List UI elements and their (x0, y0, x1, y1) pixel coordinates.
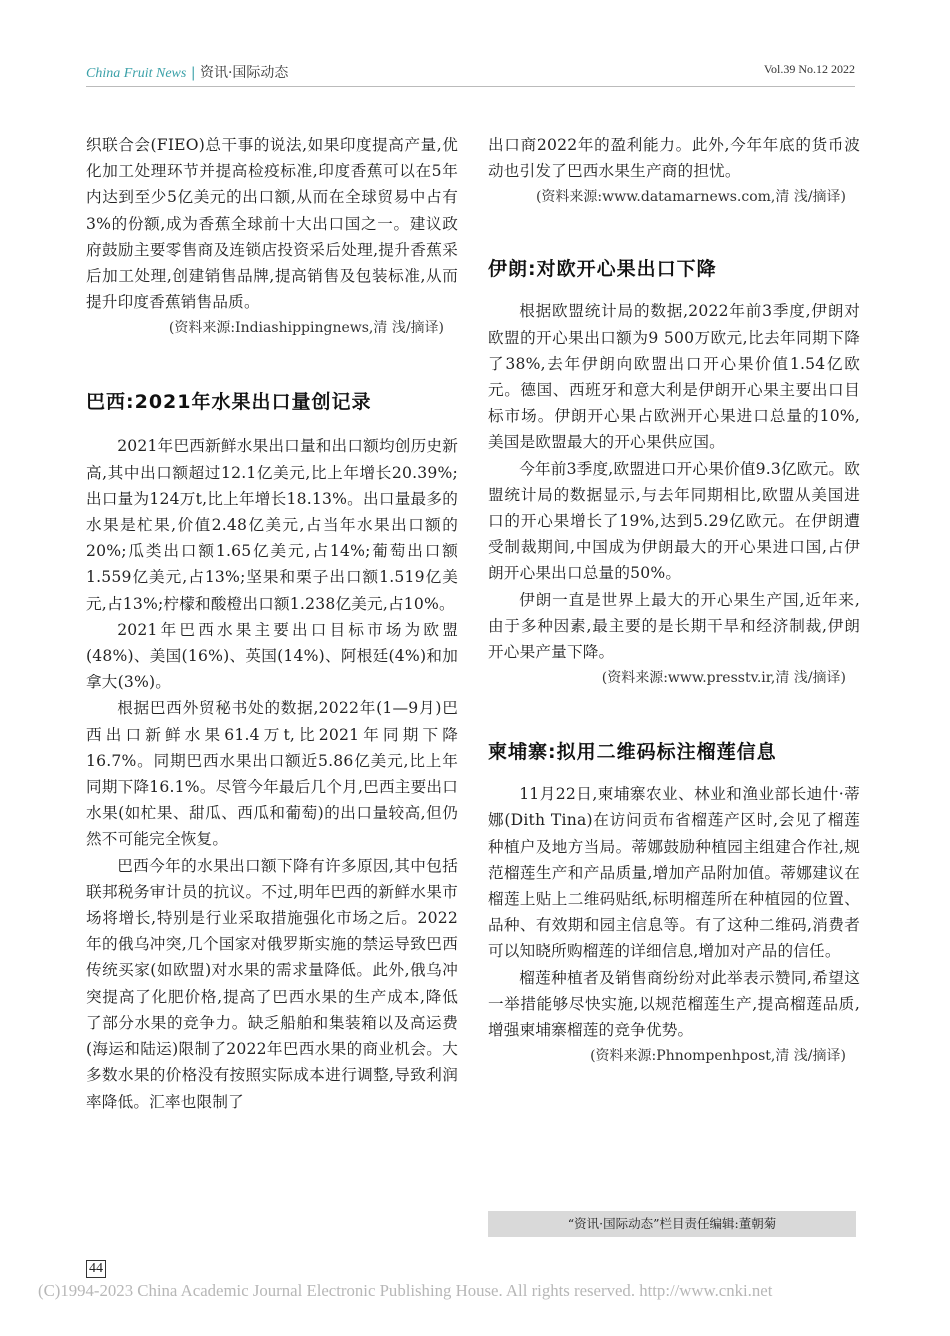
intro-source: (资料来源:Indiashippingnews,清 浅/摘译) (168, 320, 444, 337)
header-rule (86, 86, 855, 87)
spacer (86, 417, 458, 433)
spacer (488, 767, 860, 781)
spacer (86, 341, 458, 387)
spacer (488, 284, 860, 298)
iran-title: 伊朗:对欧开心果出口下降 (488, 258, 717, 281)
cambodia-source: (资料来源:Phnompenhpost,清 浅/摘译) (590, 1048, 846, 1065)
header-left (86, 62, 288, 82)
left-column (86, 132, 458, 1115)
spacer (488, 210, 860, 254)
brazil-paragraph-4: 巴西今年的水果出口额下降有许多原因,其中包括联邦税务审计员的抗议。不过,明年巴西的新鲜水果市场将增长,特别是行业采取措施强化市场之后。2022年的俄乌冲突,几个国家对俄罗斯实施的禁运导致巴西传统买家(如欧盟)对水果的需求量降低。此外,俄乌冲突提高了化肥价格,提高了巴西水果的生产成本,降低了部分水果的竞争力。缺乏船舶和集装箱以及高运费(海运和陆运)限制了2022年巴西水果的商业机会。大多数水果的价格没有按照实际成本进行调整,导致利润率降低。汇率也限制了 (86, 856, 458, 1111)
brazil-source: (资料来源:www.datamarnews.com,清 浅/摘译) (535, 189, 846, 206)
section-name: 资讯·国际动态 (199, 65, 289, 81)
brazil-paragraph-3: 根据巴西外贸秘书处的数据,2022年(1—9月)巴西出口新鲜水果61.4万t,比2021年同期下降16.7%。同期巴西水果出口额近5.86亿美元,比上年同期下降16.1%。尽管今年最后几个月,巴西主要出口水果(如杧果、甜瓜、西瓜和葡萄)的出口量较高,但仍然不可能完全恢复。 (86, 699, 458, 849)
brazil-title: 巴西:2021年水果出口量创记录 (86, 391, 372, 414)
brazil-continuation: 出口商2022年的盈利能力。此外,今年年底的货币波动也引发了巴西水果生产商的担忧。 (488, 136, 860, 181)
intro-paragraph: 织联合会(FIEO)总干事的说法,如果印度提高产量,优化加工处理环节并提高检疫标准,印度香蕉可以在5年内达到至少5亿美元的出口额,从而在全球贸易中占有3%的份额,成为香蕉全球前十大出口国之一。建议政府鼓励主要零售商及连锁店投资采后处理,提升香蕉采后加工处理,创建销售品牌,提高销售及包装标准,从而提升印度香蕉销售品质。 (86, 136, 458, 312)
spacer (488, 691, 860, 737)
brazil-paragraph-2: 2021年巴西水果主要出口目标市场为欧盟(48%)、美国(16%)、英国(14%)、阿根廷(4%)和加拿大(3%)。 (86, 620, 458, 692)
cambodia-paragraph-1: 11月22日,柬埔寨农业、林业和渔业部长迪什·蒂娜(Dith Tina)在访问贡布省榴莲产区时,会见了榴莲种植户及地方当局。蒂娜鼓励种植园主组建合作社,规范榴莲生产和产品质量,增加产品附加值。蒂娜建议在榴莲上贴上二维码贴纸,标明榴莲所在种植园的位置、品种、有效期和园主信息等。有了这种二维码,消费者可以知晓所购榴莲的详细信息,增加对产品的信任。 (488, 785, 860, 961)
page-number: 44 (86, 1260, 106, 1278)
iran-paragraph-1: 根据欧盟统计局的数据,2022年前3季度,伊朗对欧盟的开心果出口额为9 500万欧元,比去年同期下降了38%,去年伊朗向欧盟出口开心果价值1.54亿欧元。德国、西班牙和意大利是伊朗开心果主要出口目标市场。伊朗开心果占欧洲开心果进口总量的10%,美国是欧盟最大的开心果供应国。 (488, 302, 860, 452)
journal-brand: China Fruit News (86, 66, 187, 81)
brazil-paragraph-1: 2021年巴西新鲜水果出口量和出口额均创历史新高,其中出口额超过12.1亿美元,比上年增长20.39%;出口量为124万t,比上年增长18.13%。出口量最多的水果是杧果,价值2.48亿美元,占当年水果出口额的20%;瓜类出口额1.65亿美元,占14%;葡萄出口额1.559亿美元,占13%;坚果和栗子出口额1.519亿美元,占13%;柠檬和酸橙出口额1.238亿美元,占10%。 (86, 437, 458, 613)
iran-paragraph-2: 今年前3季度,欧盟进口开心果价值9.3亿欧元。欧盟统计局的数据显示,与去年同期相比,欧盟从美国进口的开心果增长了19%,达到5.29亿欧元。在伊朗遭受制裁期间,中国成为伊朗最大的开心果进口国,占伊朗开心果出口总量的50%。 (488, 459, 860, 583)
iran-paragraph-3: 伊朗一直是世界上最大的开心果生产国,近年来,由于多种因素,最主要的是长期干旱和经济制裁,伊朗开心果产量下降。 (488, 590, 860, 662)
cambodia-title: 柬埔寨:拟用二维码标注榴莲信息 (488, 741, 777, 764)
right-column (488, 132, 860, 1069)
page-header (86, 62, 855, 84)
copyright-footer: (C)1994-2023 China Academic Journal Electronic Publishing House. All rights reserved. http://www.cnki.net (38, 1281, 773, 1300)
header-separator: | (190, 65, 196, 81)
iran-source: (资料来源:www.presstv.ir,清 浅/摘译) (601, 670, 846, 687)
cambodia-paragraph-2: 榴莲种植者及销售商纷纷对此举表示赞同,希望这一举措能够尽快实施,以规范榴莲生产,提高榴莲品质,增强柬埔寨榴莲的竞争优势。 (488, 968, 860, 1040)
editor-note: “资讯·国际动态”栏目责任编辑:董朝菊 (488, 1211, 856, 1237)
issue-info: Vol.39 No.12 2022 (763, 62, 855, 76)
